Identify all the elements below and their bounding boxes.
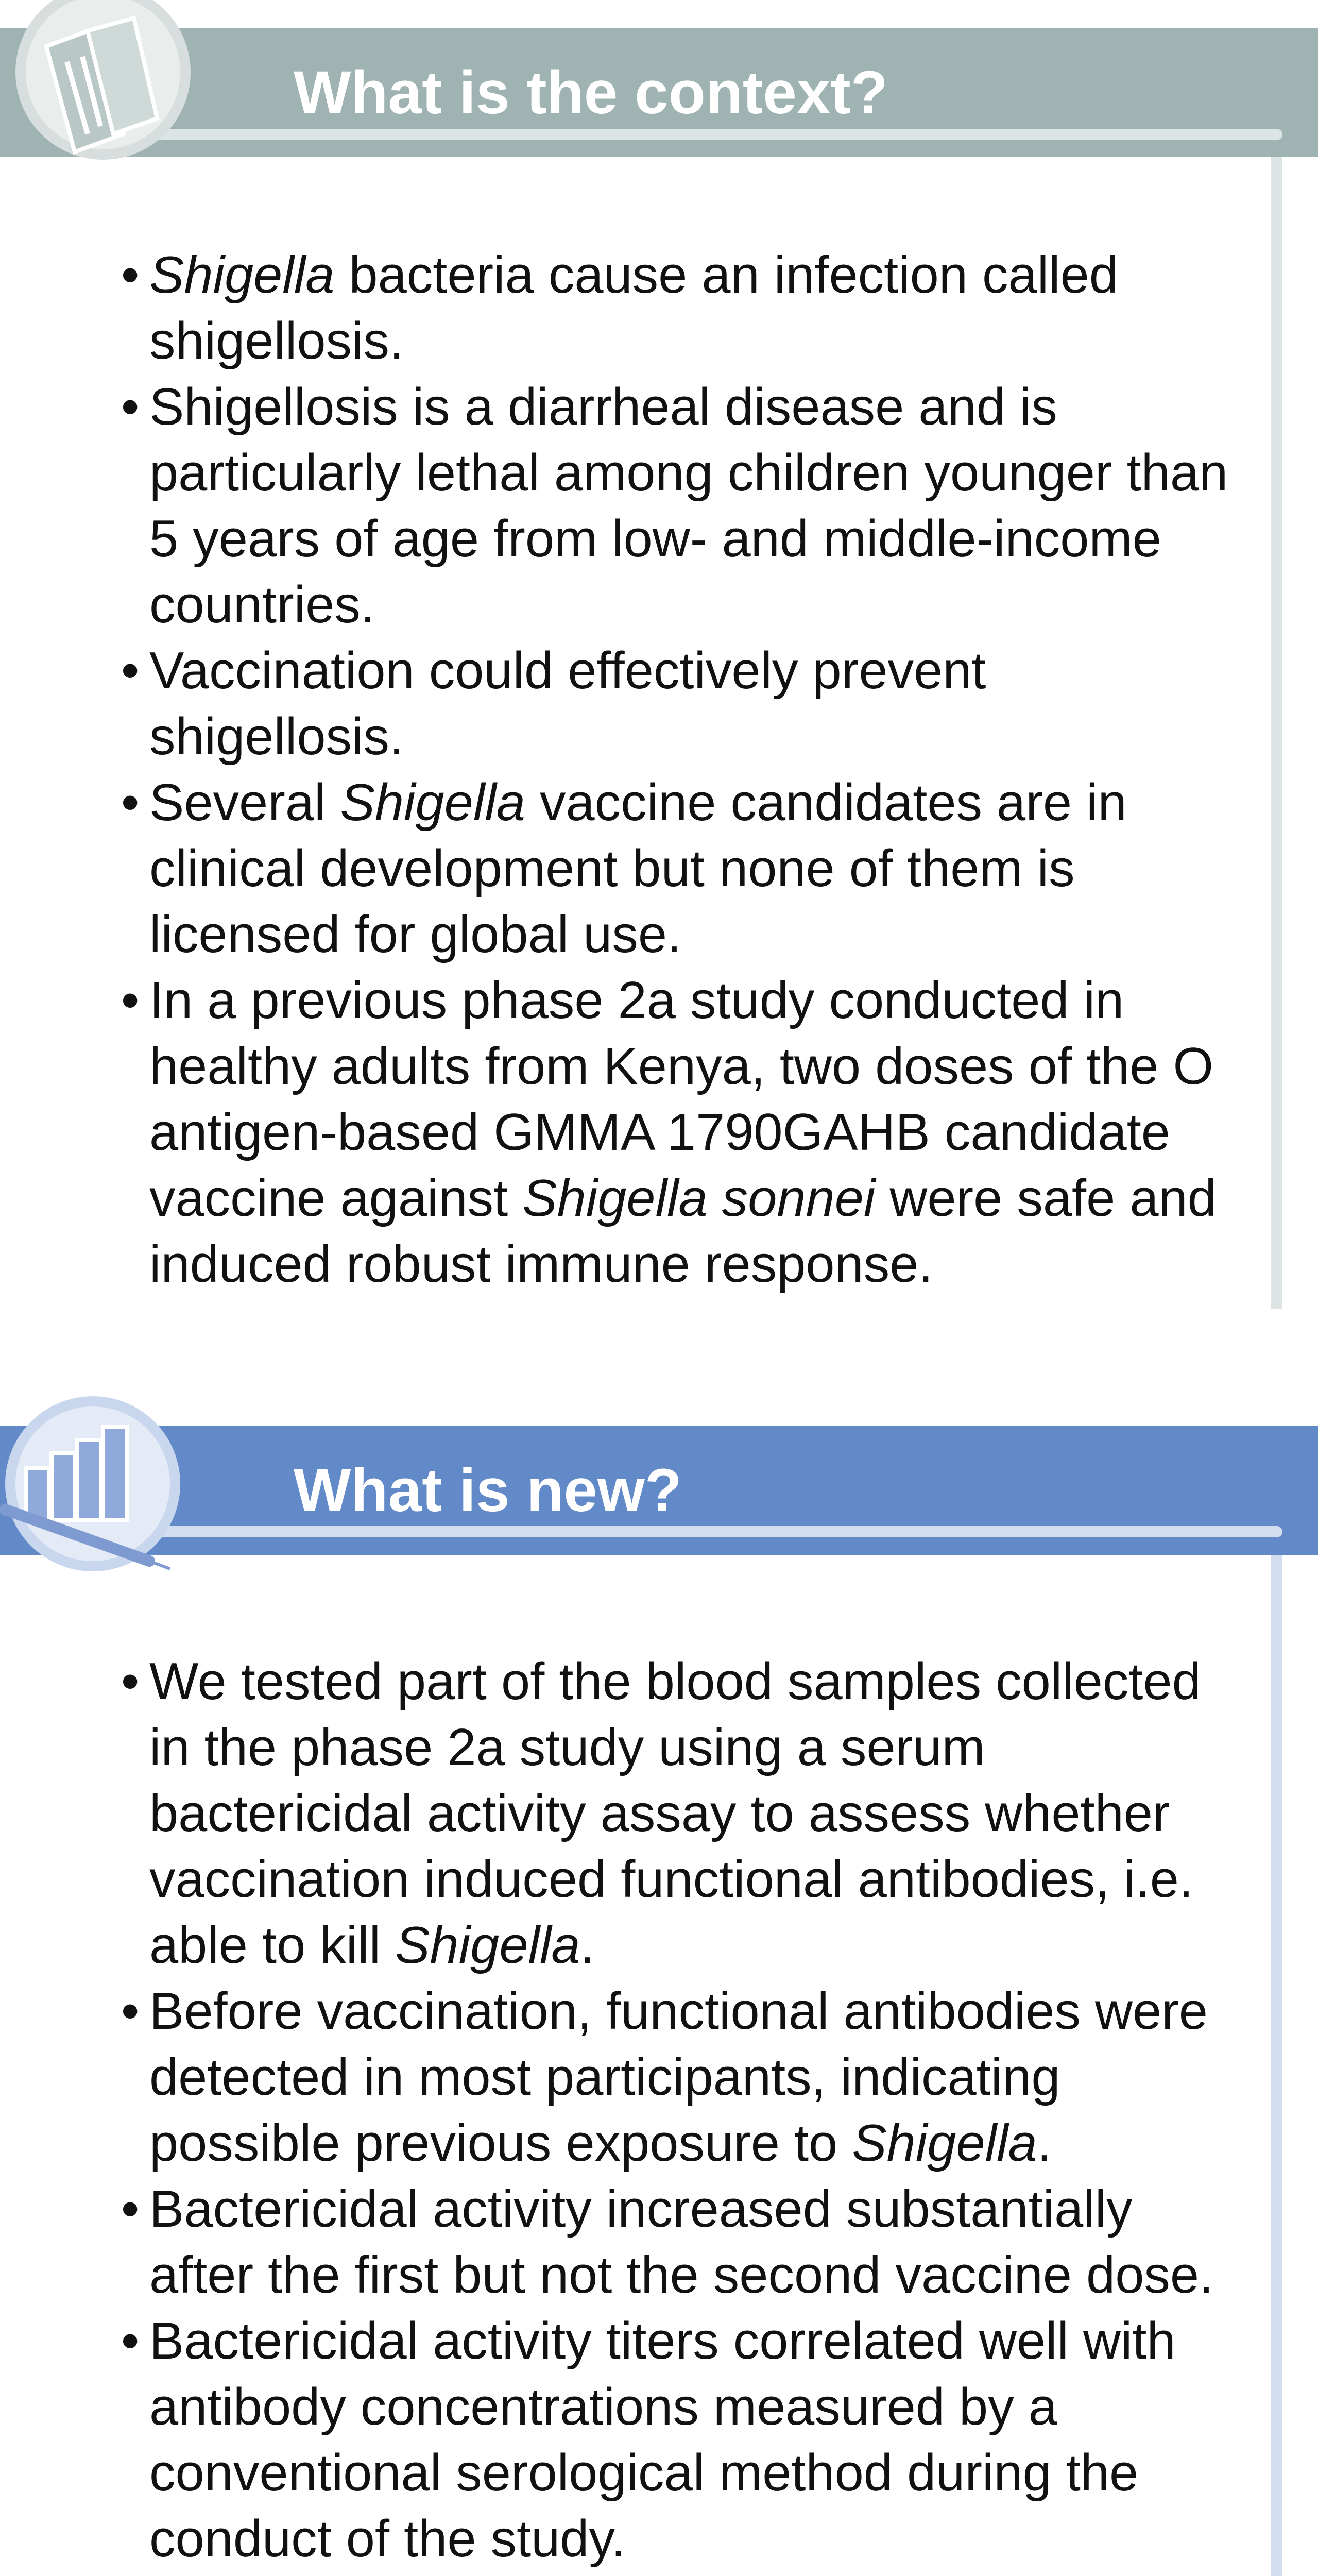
italic-term: Shigella [852,2114,1037,2172]
italic-term: Shigella [149,246,335,304]
new-frame-top [144,1526,1282,1537]
context-bullets [121,242,1249,1297]
bar-chart-syringe-icon [0,1391,180,1577]
bullet-item: • Bactericidal activity titers correlated well with antibody concentrations measured by a conventional serological method during the conduct of the study. [121,2308,1249,2572]
new-bullets [121,1649,1249,2572]
bullet-item: • Vaccination could effectively prevent shigellosis. [121,638,1249,770]
bullet-item: • Before vaccination, functional antibodies were detected in most participants, indicating possible previous exposure to Shigella. [121,1978,1249,2176]
bullet-item: • We tested part of the blood samples collected in the phase 2a study using a serum bactericidal activity assay to assess whether vaccination induced functional antibodies, i.e. able to kill Shigella. [121,1649,1249,1978]
new-section [0,1391,1318,2576]
bullet-item: • Several Shigella vaccine candidates are in clinical development but none of them is licensed for global use. [121,770,1249,968]
bullet-dot-icon: • [121,642,140,700]
bullet-dot-icon: • [121,1982,140,2040]
bullet-dot-icon: • [121,774,140,832]
bullet-dot-icon: • [121,2180,140,2238]
italic-term: Shigella [395,1917,580,1974]
italic-term: Shigella [340,774,525,832]
italic-term: Shigella sonnei [522,1170,876,1227]
bullet-dot-icon: • [121,2312,140,2370]
new-title: What is new? [294,1456,682,1524]
bullet-item: • Shigellosis is a diarrheal disease and is particularly lethal among children younger than 5 years of age from low- and middle-income countries. [121,374,1249,638]
bullet-item: • Bactericidal activity increased substantially after the first but not the second vaccine dose. [121,2176,1249,2308]
bullet-dot-icon: • [121,972,140,1029]
new-frame-right [1271,1525,1282,2576]
context-frame-right [1271,129,1282,1309]
book-icon [10,0,196,165]
bullet-dot-icon: • [121,378,140,436]
context-title: What is the context? [294,59,888,127]
context-frame-top [144,129,1282,140]
bullet-dot-icon: • [121,246,140,304]
bullet-dot-icon: • [121,1653,140,1710]
bullet-item: • Shigella bacteria cause an infection called shigellosis. [121,242,1249,374]
bullet-item: • In a previous phase 2a study conducted in healthy adults from Kenya, two doses of the O antigen-based GMMA 1790GAHB candidate vaccine against Shigella sonnei were safe and induced robust immune response. [121,968,1249,1297]
